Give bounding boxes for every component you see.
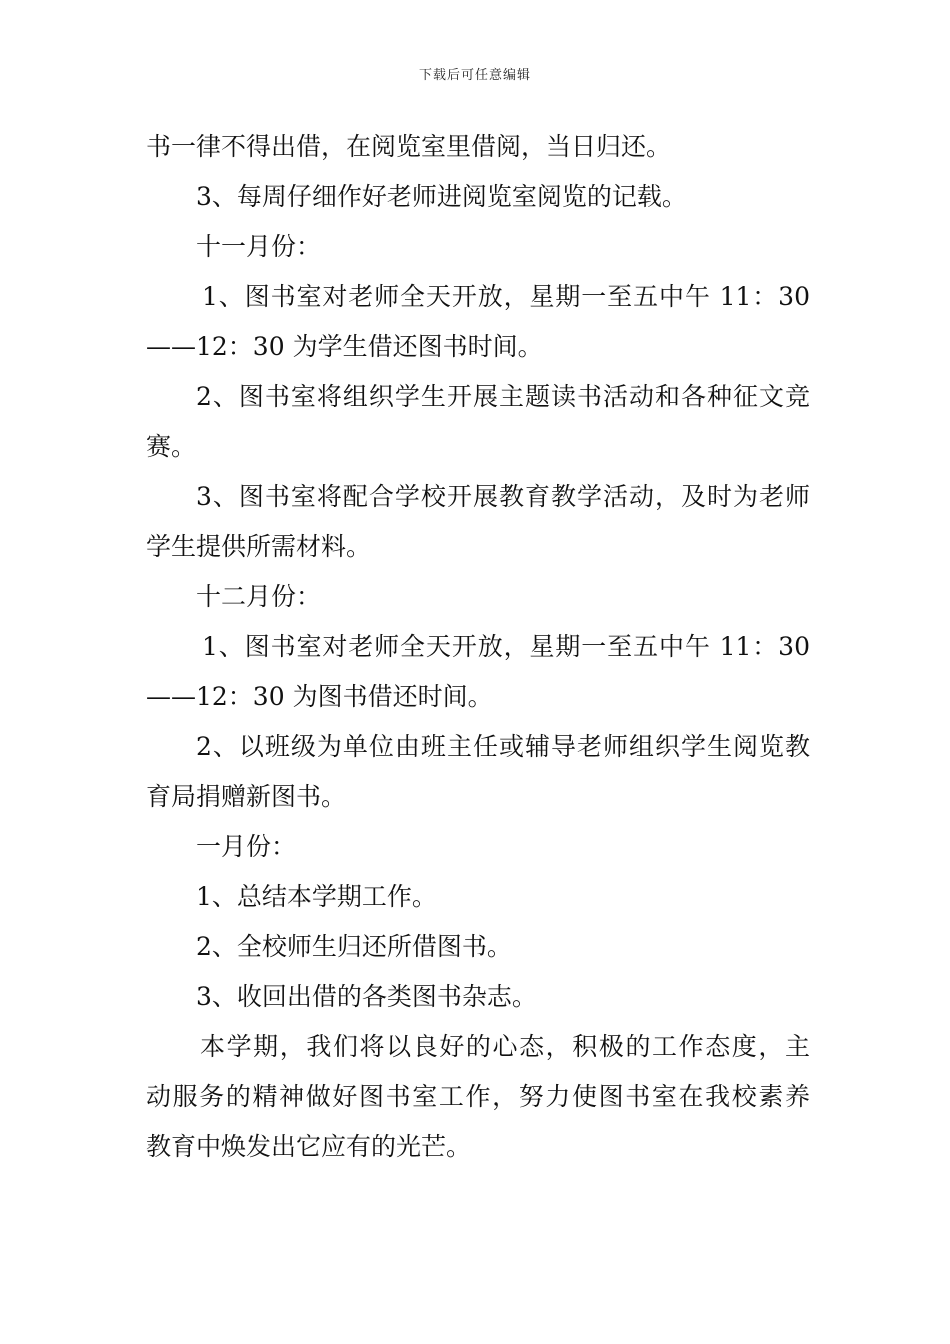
paragraph-line: 教育中焕发出它应有的光芒。 [146, 1132, 472, 1161]
paragraph-line: 2、图书室将组织学生开展主题读书活动和各种征文竞 [196, 382, 810, 411]
paragraph-line: 学生提供所需材料。 [146, 532, 372, 561]
paragraph-line: 3、每周仔细作好老师进阅览室阅览的记载。 [196, 182, 687, 211]
paragraph-line: 书一律不得出借，在阅览室里借阅，当日归还。 [146, 132, 672, 161]
paragraph-line: 育局捐赠新图书。 [146, 782, 347, 811]
section-heading: 十二月份： [196, 582, 322, 611]
section-heading: 一月份： [196, 832, 297, 861]
paragraph-line: 1、图书室对老师全天开放，星期一至五中午 11：30 [202, 632, 810, 661]
paragraph-line: 3、图书室将配合学校开展教育教学活动，及时为老师 [196, 482, 810, 511]
paragraph-line: 本学期，我们将以良好的心态，积极的工作态度，主 [200, 1032, 810, 1061]
page-header: 下载后可任意编辑 [418, 68, 531, 83]
paragraph-line: ——12：30 为学生借还图书时间。 [146, 332, 543, 361]
document-body [146, 122, 810, 1172]
paragraph-line: 2、全校师生归还所借图书。 [196, 932, 512, 961]
paragraph-line: 2、以班级为单位由班主任或辅导老师组织学生阅览教 [196, 732, 810, 761]
paragraph-line: 1、总结本学期工作。 [196, 882, 437, 911]
section-heading: 十一月份： [196, 232, 322, 261]
paragraph-line: 1、图书室对老师全天开放，星期一至五中午 11：30 [202, 282, 810, 311]
paragraph-line: 3、收回出借的各类图书杂志。 [196, 982, 537, 1011]
paragraph-line: ——12：30 为图书借还时间。 [146, 682, 493, 711]
paragraph-line: 赛。 [146, 432, 197, 461]
paragraph-line: 动服务的精神做好图书室工作，努力使图书室在我校素养 [146, 1082, 810, 1111]
